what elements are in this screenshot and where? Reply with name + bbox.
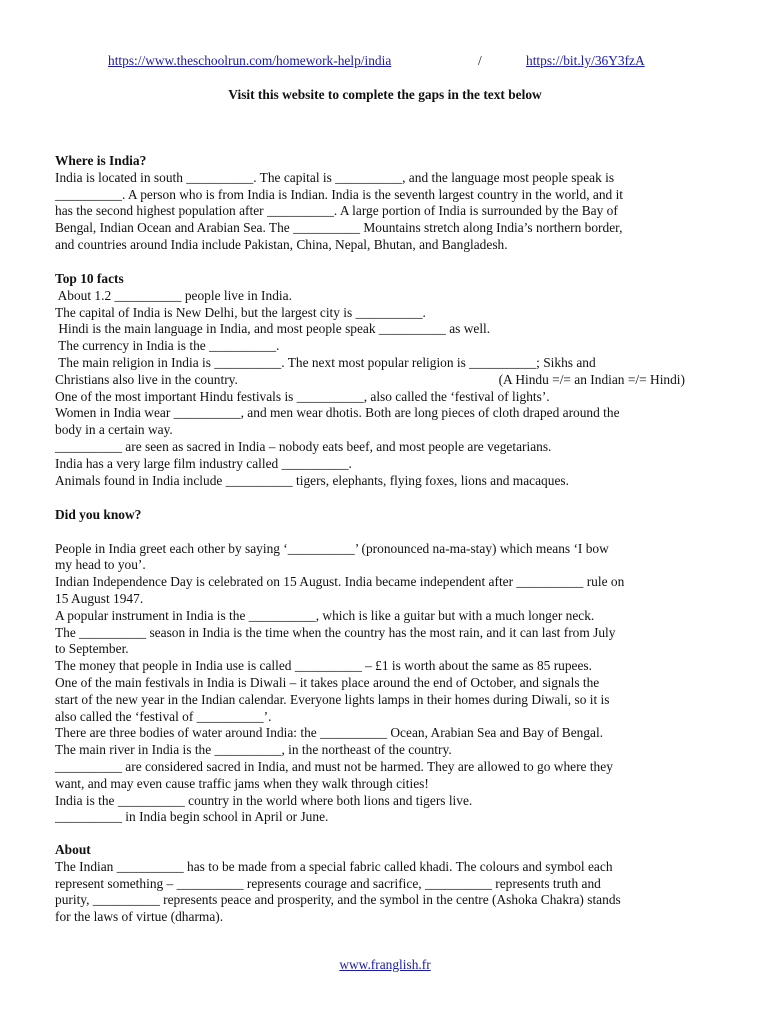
footer (0, 957, 770, 974)
fact-line: One of the most important Hindu festivals is __________, also called the ‘festival of lights’. (55, 388, 550, 404)
didyouknow-line: There are three bodies of water around India: the __________ Ocean, Arabian Sea and Bay of Bengal. (55, 725, 604, 741)
where-line: __________. A person who is from India is Indian. India is the seventh largest country in the world, and it (55, 186, 624, 202)
page-title: Visit this website to complete the gaps in the text below (228, 87, 542, 102)
fact-line: Animals found in India include __________ tigers, elephants, flying foxes, lions and macaques. (55, 472, 569, 488)
where-line: has the second highest population after __________. A large portion of India is surrounded by the Bay of (55, 203, 618, 219)
fact-line: The main religion in India is __________. The next most popular religion is __________; Sikhs and (55, 354, 596, 370)
fact-line: India has a very large film industry called __________. (55, 455, 352, 471)
didyouknow-line: also called the ‘festival of __________’. (55, 708, 272, 724)
fact-line: Women in India wear __________, and men wear dhotis. Both are long pieces of cloth draped around the (55, 405, 620, 421)
didyouknow-line: India is the __________ country in the world where both lions and tigers live. (55, 792, 473, 808)
fact-line: The currency in India is the __________. (55, 338, 280, 354)
fact-line-with-note (55, 372, 715, 389)
didyouknow-line: my head to you’. (55, 557, 146, 573)
did-you-know-section (55, 507, 715, 826)
where-is-india-section (55, 153, 715, 254)
top-facts-section (55, 271, 715, 489)
didyouknow-line: __________ in India begin school in April or June. (55, 809, 329, 825)
fact-line: body in a certain way. (55, 422, 173, 438)
didyouknow-heading: Did you know? (55, 507, 142, 522)
fact-line: Hindi is the main language in India, and most people speak __________ as well. (55, 321, 491, 337)
fact-line: __________ are seen as sacred in India – nobody eats beef, and most people are vegetarians. (55, 438, 552, 454)
didyouknow-line: The main river in India is the __________, in the northeast of the country. (55, 742, 452, 758)
facts-heading: Top 10 facts (55, 271, 124, 286)
where-heading: Where is India? (55, 153, 147, 168)
spacer (55, 524, 715, 541)
didyouknow-line: to September. (55, 641, 129, 657)
didyouknow-line: __________ are considered sacred in India, and must not be harmed. They are allowed to go where they (55, 758, 613, 774)
didyouknow-line: want, and may even cause traffic jams when they walk through cities! (55, 775, 429, 791)
didyouknow-line: 15 August 1947. (55, 590, 144, 606)
didyouknow-line: Indian Independence Day is celebrated on 15 August. India became independent after __________ rule on (55, 574, 625, 590)
about-line: represent something – __________ represents courage and sacrifice, __________ represents truth and (55, 875, 601, 891)
where-line: Bengal, Indian Ocean and Arabian Sea. The __________ Mountains stretch along India’s northern border, (55, 220, 623, 236)
where-line: and countries around India include Pakistan, China, Nepal, Bhutan, and Bangladesh. (55, 236, 508, 252)
link-separator: / (478, 53, 482, 68)
fact-line: Christians also live in the country. (55, 371, 238, 387)
about-line: for the laws of virtue (dharma). (55, 909, 224, 925)
didyouknow-line: The money that people in India use is called __________ – £1 is worth about the same as 85 rupees. (55, 658, 592, 674)
didyouknow-line: People in India greet each other by saying ‘__________’ (pronounced na-ma-stay) which means ‘I bow (55, 540, 609, 556)
about-line: purity, __________ represents peace and prosperity, and the symbol in the centre (Ashoka Chakra) stands (55, 892, 621, 908)
where-line: India is located in south __________. The capital is __________, and the language most people speak is (55, 169, 615, 185)
about-line: The Indian __________ has to be made from a special fabric called khadi. The colours and symbol each (55, 858, 613, 874)
about-section (55, 842, 715, 926)
source-links (0, 53, 770, 71)
didyouknow-line: One of the main festivals in India is Diwali – it takes place around the end of October, and signals the (55, 674, 600, 690)
theschoolrun-link[interactable]: https://www.theschoolrun.com/homework-help/india (108, 53, 392, 68)
hindu-note: (A Hindu =/= an Indian =/= Hindi) (498, 371, 685, 387)
fact-line: About 1.2 __________ people live in India. (55, 287, 292, 303)
bitly-link[interactable]: https://bit.ly/36Y3fzA (526, 53, 645, 68)
franglish-link[interactable]: www.franglish.fr (339, 957, 431, 972)
didyouknow-line: The __________ season in India is the time when the country has the most rain, and it can last from July (55, 624, 616, 640)
about-heading: About (55, 842, 91, 857)
didyouknow-line: start of the new year in the Indian calendar. Everyone lights lamps in their homes during Diwali, so it is (55, 691, 610, 707)
didyouknow-line: A popular instrument in India is the __________, which is like a guitar but with a much longer neck. (55, 607, 595, 623)
fact-line: The capital of India is New Delhi, but the largest city is __________. (55, 304, 426, 320)
